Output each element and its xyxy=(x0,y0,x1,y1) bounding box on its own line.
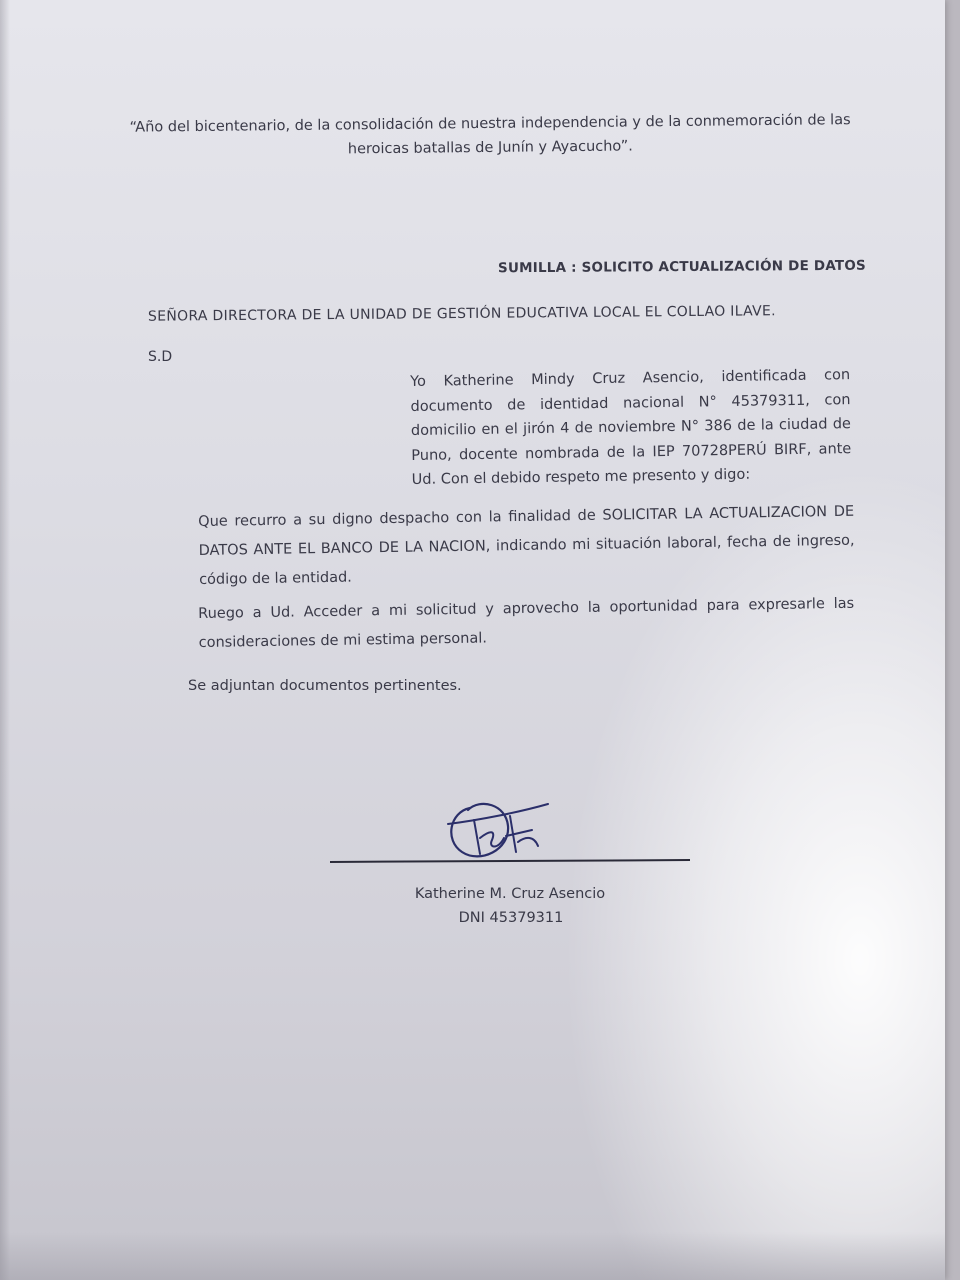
handwritten-signature xyxy=(440,790,560,870)
signer-dni: DNI 45379311 xyxy=(458,910,564,926)
request-paragraph: Que recurro a su digno despacho con la finalidad de SOLICITAR LA ACTUALIZACION DE DATOS ANTE EL BANCO DE LA NACION, indicando mi situación laboral, fecha de ingreso, código de la entidad. xyxy=(198,503,855,588)
paper-edge-shadow xyxy=(0,0,10,1280)
intro-paragraph: Yo Katherine Mindy Cruz Asencio, identificada con documento de identidad nacional N° 45379311, con domicilio en el jirón 4 de noviembre N° 386 de la ciudad de Puno, docente nombrada de la IEP 70728PERÚ BIRF, ante Ud. Con el debido respeto me presento y digo: xyxy=(410,367,852,488)
salutation: S.D xyxy=(148,349,173,365)
attachments-note: Se adjuntan documentos pertinentes. xyxy=(188,678,462,694)
signer-name: Katherine M. Cruz Asencio xyxy=(414,886,606,902)
year-motto: “Año del bicentenario, de la consolidación de nuestra independencia y de la conmemoración de las heroicas batallas de Junín y Ayacucho”. xyxy=(129,112,851,158)
paper-bottom-shadow xyxy=(0,1232,945,1280)
addressee-line: SEÑORA DIRECTORA DE LA UNIDAD DE GESTIÓN EDUCATIVA LOCAL EL COLLAO ILAVE. xyxy=(147,303,776,325)
sumilla-heading: SUMILLA : SOLICITO ACTUALIZACIÓN DE DATOS xyxy=(497,257,866,277)
closing-paragraph: Ruego a Ud. Acceder a mi solicitud y aprovecho la oportunidad para expresarle las consideraciones de mi estima personal. xyxy=(198,595,855,651)
